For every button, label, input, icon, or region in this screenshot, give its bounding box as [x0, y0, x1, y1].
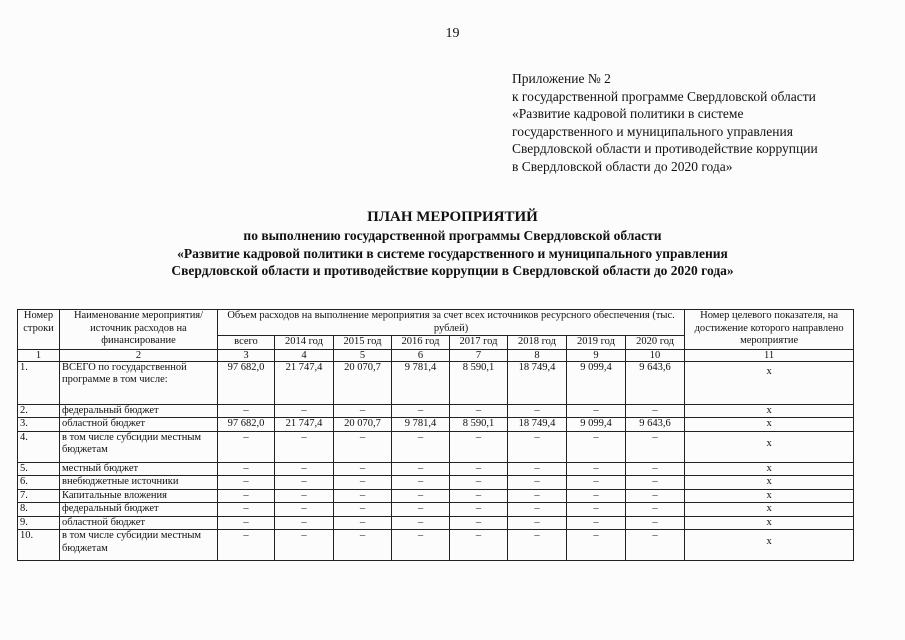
row-number: 7.	[18, 489, 60, 503]
row-year-value: 9 781,4	[392, 361, 450, 404]
header-year: 2019 год	[567, 336, 626, 350]
row-year-value: –	[508, 462, 567, 476]
column-index: 11	[685, 349, 854, 361]
table-row	[18, 489, 854, 503]
row-year-value: 8 590,1	[450, 418, 508, 432]
column-index: 3	[218, 349, 275, 361]
row-year-value: –	[275, 476, 334, 490]
row-year-value: –	[567, 489, 626, 503]
row-name: внебюджетные источники	[60, 476, 218, 490]
row-name: федеральный бюджет	[60, 404, 218, 418]
plan-table-body	[18, 361, 854, 561]
row-total: –	[218, 516, 275, 530]
column-index: 10	[626, 349, 685, 361]
header-year: 2016 год	[392, 336, 450, 350]
row-target-indicator: х	[685, 530, 854, 561]
row-total: –	[218, 503, 275, 517]
row-year-value: –	[508, 489, 567, 503]
row-year-value: –	[450, 516, 508, 530]
table-row	[18, 431, 854, 462]
row-total: –	[218, 530, 275, 561]
row-year-value: 18 749,4	[508, 361, 567, 404]
row-year-value: –	[392, 431, 450, 462]
row-name: в том числе субсидии местным бюджетам	[60, 530, 218, 561]
appendix-line: к государственной программе Свердловской области	[512, 88, 816, 104]
row-year-value: 21 747,4	[275, 418, 334, 432]
column-index: 6	[392, 349, 450, 361]
row-year-value: –	[392, 404, 450, 418]
header-year: 2020 год	[626, 336, 685, 350]
row-year-value: –	[450, 489, 508, 503]
row-name: областной бюджет	[60, 418, 218, 432]
header-indicator: Номер целевого показателя, на достижение которого направлено мероприятие	[685, 310, 854, 350]
table-row	[18, 404, 854, 418]
row-year-value: –	[450, 404, 508, 418]
row-year-value: –	[567, 404, 626, 418]
row-year-value: –	[334, 503, 392, 517]
table-row	[18, 476, 854, 490]
row-number: 2.	[18, 404, 60, 418]
row-year-value: –	[626, 516, 685, 530]
row-total: –	[218, 462, 275, 476]
header-name: Наименование мероприятия/источник расходов на финансирование	[60, 310, 218, 350]
row-year-value: –	[275, 404, 334, 418]
row-year-value: –	[626, 431, 685, 462]
table-row	[18, 530, 854, 561]
table-row	[18, 462, 854, 476]
row-year-value: –	[626, 503, 685, 517]
column-index: 9	[567, 349, 626, 361]
appendix-line: в Свердловской области до 2020 года»	[512, 158, 733, 174]
row-year-value: –	[275, 516, 334, 530]
header-total: всего	[218, 336, 275, 350]
row-name: местный бюджет	[60, 462, 218, 476]
appendix-block	[512, 70, 818, 175]
plan-table	[17, 309, 854, 561]
row-year-value: –	[334, 489, 392, 503]
table-row	[18, 418, 854, 432]
row-year-value: –	[567, 516, 626, 530]
row-year-value: –	[450, 462, 508, 476]
row-year-value: 9 643,6	[626, 361, 685, 404]
header-year: 2014 год	[275, 336, 334, 350]
row-number: 6.	[18, 476, 60, 490]
row-year-value: –	[334, 431, 392, 462]
row-name: областной бюджет	[60, 516, 218, 530]
row-number: 3.	[18, 418, 60, 432]
row-number: 9.	[18, 516, 60, 530]
row-total: 97 682,0	[218, 418, 275, 432]
row-total: –	[218, 431, 275, 462]
row-year-value: –	[275, 489, 334, 503]
row-year-value: –	[626, 476, 685, 490]
column-index-row	[18, 349, 854, 361]
appendix-line: государственного и муниципального управления	[512, 123, 793, 139]
row-year-value: –	[508, 404, 567, 418]
row-target-indicator: х	[685, 431, 854, 462]
row-year-value: –	[275, 462, 334, 476]
appendix-line: Приложение № 2	[512, 71, 611, 86]
header-year: 2017 год	[450, 336, 508, 350]
row-year-value: 9 099,4	[567, 418, 626, 432]
header-volume: Объем расходов на выполнение мероприятия за счет всех источников ресурсного обеспечения (тыс. рублей)	[218, 310, 685, 336]
page-number: 19	[445, 26, 460, 41]
row-number: 4.	[18, 431, 60, 462]
row-year-value: –	[508, 431, 567, 462]
row-year-value: –	[626, 489, 685, 503]
row-year-value: –	[567, 462, 626, 476]
row-year-value: –	[275, 503, 334, 517]
row-target-indicator: х	[685, 462, 854, 476]
row-target-indicator: х	[685, 476, 854, 490]
row-total: –	[218, 489, 275, 503]
row-target-indicator: х	[685, 361, 854, 404]
table-row	[18, 361, 854, 404]
row-year-value: –	[392, 476, 450, 490]
row-year-value: –	[508, 516, 567, 530]
row-total: 97 682,0	[218, 361, 275, 404]
row-year-value: –	[450, 503, 508, 517]
row-year-value: –	[450, 476, 508, 490]
column-index: 8	[508, 349, 567, 361]
row-year-value: –	[626, 462, 685, 476]
row-year-value: –	[508, 503, 567, 517]
row-year-value: –	[392, 530, 450, 561]
row-name: в том числе субсидии местным бюджетам	[60, 431, 218, 462]
row-name: федеральный бюджет	[60, 503, 218, 517]
table-row	[18, 516, 854, 530]
appendix-line: «Развитие кадровой политики в системе	[512, 106, 744, 121]
row-year-value: –	[567, 503, 626, 517]
header-row-number: Номер строки	[18, 310, 60, 350]
row-year-value: 8 590,1	[450, 361, 508, 404]
row-number: 5.	[18, 462, 60, 476]
column-index: 4	[275, 349, 334, 361]
row-year-value: –	[508, 476, 567, 490]
row-year-value: –	[508, 530, 567, 561]
row-name: ВСЕГО по государственной программе в том числе:	[60, 361, 218, 404]
row-year-value: –	[334, 404, 392, 418]
row-year-value: 20 070,7	[334, 361, 392, 404]
row-year-value: –	[450, 431, 508, 462]
row-target-indicator: х	[685, 418, 854, 432]
row-year-value: –	[334, 462, 392, 476]
row-number: 1.	[18, 361, 60, 404]
row-year-value: 9 099,4	[567, 361, 626, 404]
column-index: 7	[450, 349, 508, 361]
row-year-value: –	[626, 404, 685, 418]
row-name: Капитальные вложения	[60, 489, 218, 503]
row-target-indicator: х	[685, 516, 854, 530]
header-year: 2018 год	[508, 336, 567, 350]
row-target-indicator: х	[685, 404, 854, 418]
row-total: –	[218, 476, 275, 490]
row-number: 10.	[18, 530, 60, 561]
header-year: 2015 год	[334, 336, 392, 350]
row-year-value: 21 747,4	[275, 361, 334, 404]
row-year-value: –	[334, 476, 392, 490]
row-year-value: –	[334, 530, 392, 561]
row-year-value: –	[392, 516, 450, 530]
row-year-value: 20 070,7	[334, 418, 392, 432]
row-target-indicator: х	[685, 489, 854, 503]
plan-title: ПЛАН МЕРОПРИЯТИЙ	[367, 209, 538, 225]
row-year-value: –	[334, 516, 392, 530]
plan-subtitle-line: Свердловской области и противодействие коррупции в Свердловской области до 2020 года»	[171, 263, 734, 278]
column-index: 2	[60, 349, 218, 361]
row-year-value: –	[567, 530, 626, 561]
row-year-value: –	[450, 530, 508, 561]
row-year-value: –	[567, 476, 626, 490]
plan-subtitle-line: «Развитие кадровой политики в системе государственного и муниципального управления	[177, 245, 728, 261]
column-index: 5	[334, 349, 392, 361]
row-year-value: –	[392, 503, 450, 517]
row-year-value: –	[626, 530, 685, 561]
column-index: 1	[18, 349, 60, 361]
appendix-line: Свердловской области и противодействие коррупции	[512, 141, 818, 156]
table-row	[18, 503, 854, 517]
row-year-value: –	[392, 462, 450, 476]
row-year-value: 9 643,6	[626, 418, 685, 432]
row-year-value: –	[567, 431, 626, 462]
row-year-value: 9 781,4	[392, 418, 450, 432]
row-year-value: –	[392, 489, 450, 503]
row-year-value: 18 749,4	[508, 418, 567, 432]
plan-subtitle-line: по выполнению государственной программы Свердловской области	[243, 228, 662, 243]
row-year-value: –	[275, 530, 334, 561]
row-year-value: –	[275, 431, 334, 462]
plan-heading	[0, 207, 905, 280]
row-number: 8.	[18, 503, 60, 517]
row-total: –	[218, 404, 275, 418]
row-target-indicator: х	[685, 503, 854, 517]
